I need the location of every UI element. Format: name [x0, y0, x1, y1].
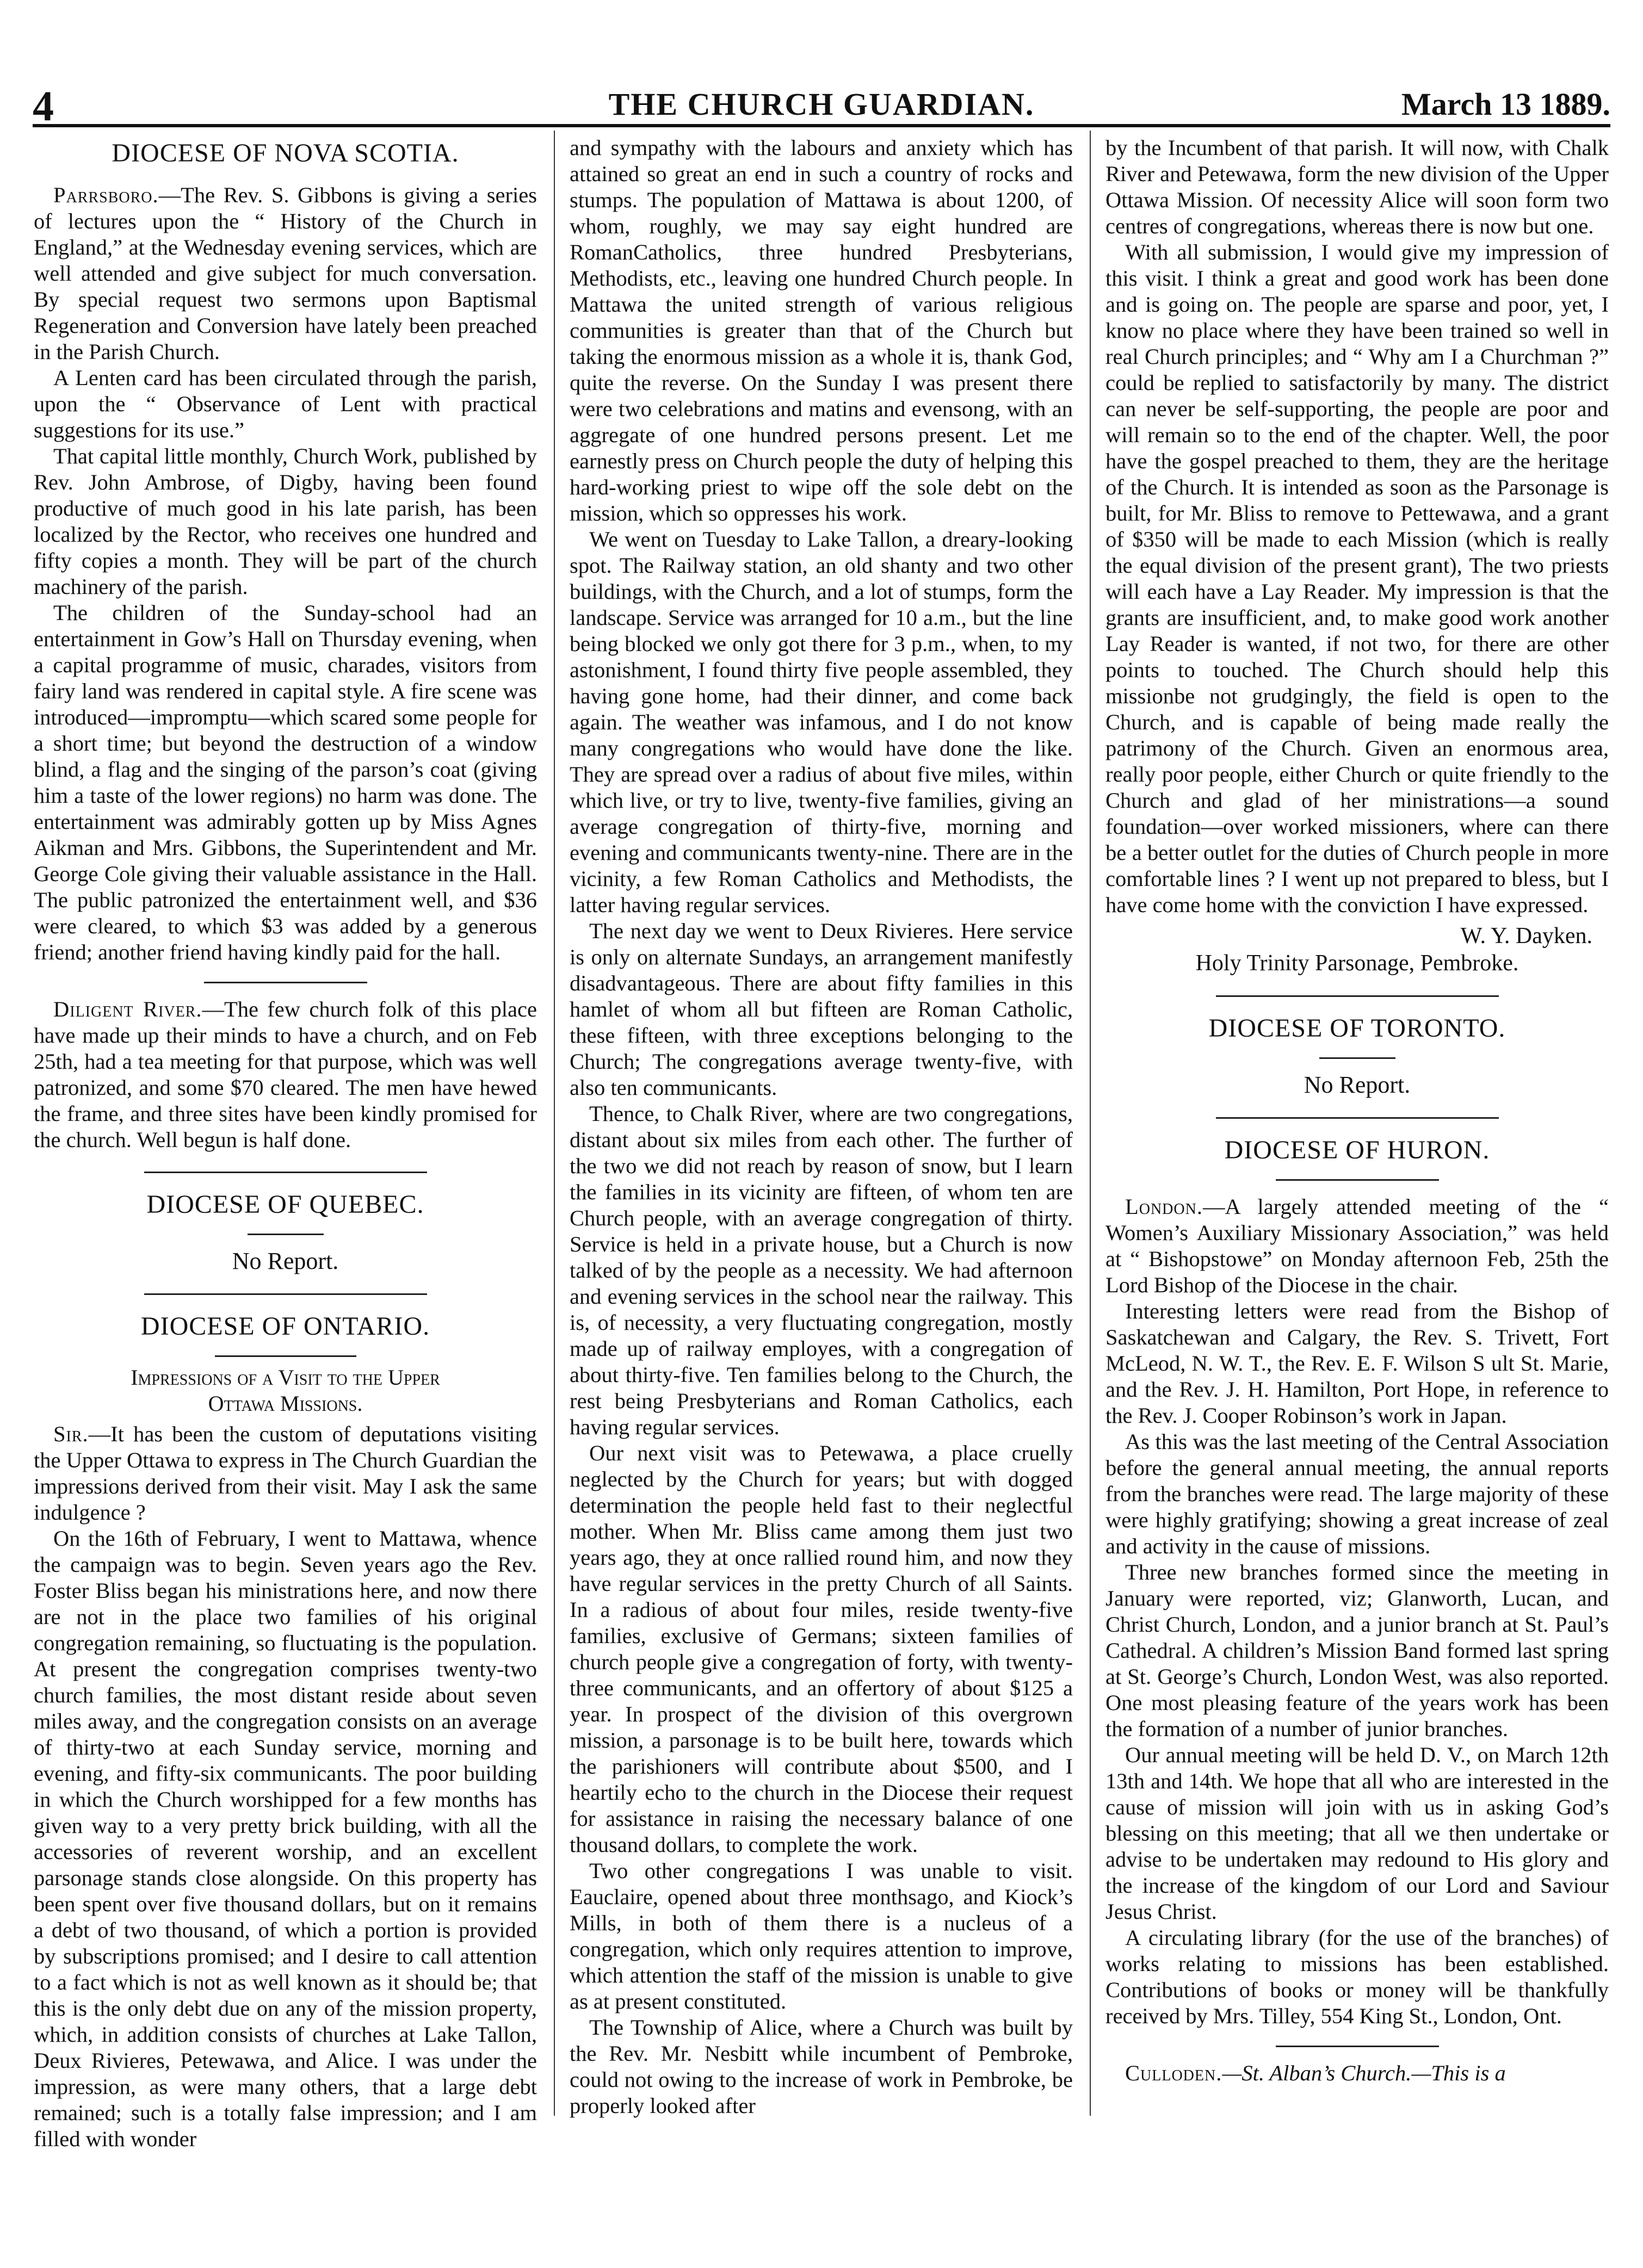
paper-title: THE CHURCH GUARDIAN.	[608, 86, 1035, 122]
heading-huron: DIOCESE OF HURON.	[1224, 1136, 1490, 1164]
separator	[1216, 1117, 1499, 1119]
paragraph-text: —A largely attended meeting of the “ Women’s Auxiliary Missionary Association,” was held at “ Bishopstowe” on Monday afternoon Feb, 25th the Lord Bishop of the Diocese in the chair.	[1105, 1194, 1609, 1297]
paragraph-parrsboro	[34, 182, 537, 365]
separator	[144, 1293, 427, 1295]
paragraph-lake-tallon: We went on Tuesday to Lake Tallon, a dreary-looking spot. The Railway station, an old shanty and two other buildings, with the Church, and a lot of stumps, form the landscape. Service was arranged for 10 a.m., but the line being blocked we only got there for 3 p.m., when, to my astonishment, I found thirty five people assembled, they having gone home, had their dinner, and come back again. The weather was infamous, and I do not know many congregations who would have done the like. They are spread over a radius of about five miles, within which live, or try to live, twenty-five families, giving an average congregation of thirty-five, morning and evening and communicants twenty-nine. There are in the vicinity, a few Roman Catholics and Methodists, the latter having regular services.	[570, 527, 1073, 917]
separator	[1216, 995, 1499, 997]
paragraph-text: —The Rev. S. Gibbons is giving a series of lectures upon the “ History of the Church in England,” at the Wednesday evening services, which are well attended and give subject for much conversation. By special request two sermons upon Baptismal Regeneration and Conversion have lately been preached in the Parish Church.	[34, 183, 537, 364]
place-lead: Diligent River.	[53, 997, 202, 1021]
signature-place: Holy Trinity Parsonage, Pembroke.	[1195, 951, 1519, 976]
paragraph-library: A circulating library (for the use of the branches) of works relating to missions has been established. Contributions of books or money will be thankfully received by Mrs. Tilley, 554 King St., London, Ont.	[1105, 1925, 1609, 2028]
paragraph-new-branches: Three new branches formed since the meeting in January were reported, viz; Glanworth, Lucan, and Christ Church, London, and a junior branch at St. Paul’s Cathedral. A children’s Mission Band formed last spring at St. George’s Church, London West, was also reported. One most pleasing feature of the years work has been the formation of a number of junior branches.	[1105, 1560, 1609, 1741]
paragraph-text: —It has been the custom of deputations visiting the Upper Ottawa to express in The Church Guardian the impressions derived from their visit. May I ask the same indulgence ?	[34, 1422, 537, 1525]
separator	[144, 1172, 427, 1173]
column-2	[570, 135, 1073, 2118]
separator	[1319, 1057, 1395, 1059]
separator	[215, 1355, 356, 1357]
paragraph-text: —St. Alban’s Church.—This is a	[1222, 2061, 1506, 2085]
paragraph-church-work: That capital little monthly, Church Work, published by Rev. John Ambrose, of Digby, having been found productive of much good in his late parish, has been localized by the Rector, who receives one hundred and fifty copies a month. They will be part of the church machinery of the parish.	[34, 444, 537, 599]
signature: W. Y. Dayken.	[1460, 924, 1592, 949]
column-rule	[1090, 131, 1091, 2116]
paragraph-deux-rivieres: The next day we went to Deux Rivieres. Here service is only on alternate Sundays, an arrangement manifestly disadvantageous. There are about fifty families in this hamlet of whom all but fifteen are Roman Catholic, these fifteen, with three exceptions belonging to the Church; The congregations average twenty-five, with also ten communicants.	[570, 919, 1073, 1100]
paragraph-mattawa: On the 16th of February, I went to Mattawa, whence the campaign was to begin. Seven years ago the Rev. Foster Bliss began his ministrations here, and now there are not in the place two families of his original congregation remaining, so fluctuating is the population. At present the congregation comprises twenty-two church families, the most distant reside about seven miles away, and the congregation consists on an average of thirty-two at each Sunday service, morning and evening, and fifty-six communicants. The poor building in which the Church worshipped for a few months has given way to a very pretty brick building, with all the accessories of reverent worship, and an excellent parsonage stands close alongside. On this property has been spent over five thousand dollars, but on it remains a debt of two thousand, of which a portion is provided by subscriptions promised; and I desire to call attention to a fact which is not as well known as it should be; that this is the only debt due on any of the mission property, which, in addition consists of churches at Lake Tallon, Deux Rivieres, Petewawa, and Alice. I was under the impression, as were many others, that a large debt remained; such is a totally false impression; and I am filled with wonder	[34, 1526, 537, 2151]
paragraph-petewawa: Our next visit was to Petewawa, a place cruelly neglected by the Church for years; but with dogged determination the people held fast to their neglectful mother. When Mr. Bliss came among them just two years ago, they at once rallied round him, and now they have regular services in the pretty Church of all Saints. In a radious of about four miles, reside twenty-five families, exclusive of Germans; sixteen families of church people give a congregation of forty, with twenty-three communicants, and an offertory of about $125 a year. In prospect of the division of this overgrown mission, a parsonage is to be built here, towards which the parishioners will contribute about $500, and I heartily echo to the church in the Diocese their request for assistance in raising the necessary balance of one thousand dollars, to complete the work.	[570, 1441, 1073, 1857]
paragraph-sympathy: and sympathy with the labours and anxiety which has attained so great an end in such a country of rocks and stumps. The population of Mattawa is about 1200, of whom, roughly, we may say eight hundred are RomanCatholics, three hundred Presbyterians, Methodists, etc., leaving one hundred Church people. In Mattawa the united strength of various religious communities is greater than that of the Church but taking the enormous mission as a whole it is, thank God, quite the reverse. On the Sunday I was present there were two celebrations and matins and evensong, with an aggregate of one hundred persons present. Let me earnestly press on Church people the duty of helping this hard-working priest to wipe off the sole debt on the mission, which so oppresses his work.	[570, 135, 1073, 525]
paragraph-annual-meeting: Our annual meeting will be held D. V., on March 12th 13th and 14th. We hope that all who are interested in the cause of mission will join with us in asking God’s blessing on this meeting; that all we then undertake or advise to be undertaken may redound to His glory and the increase of the kingdom of our Lord and Saviour Jesus Christ.	[1105, 1743, 1609, 1924]
paragraph-sir	[34, 1421, 537, 1526]
no-report: No Report.	[1304, 1071, 1411, 1098]
heading-quebec: DIOCESE OF QUEBEC.	[146, 1190, 424, 1219]
paragraph-chalk-river: Thence, to Chalk River, where are two congregations, distant about six miles from each other. The further of the two we did not reach by reason of snow, but I learn the families in its vicinity are fifteen, of whom ten are Church people, with an average congregation of thirty. Service is held in a private house, but a Church is now talked of by the people as a necessity. We had afternoon and evening services in the school near the railway. This is, of necessity, a very fluctuating congregation, mostly made up of railway employes, with a congregation of about thirty-five. Ten families belong to the Church, the rest being Presbyterians and Roman Catholics, each having regular services.	[570, 1101, 1073, 1439]
subhead-line: Ottawa Missions.	[208, 1391, 363, 1416]
paragraph-last-meeting: As this was the last meeting of the Central Association before the general annual meeting, the annual reports from the branches were read. The large majority of these were highly gratifying; showing a great increase of zeal and activity in the cause of missions.	[1105, 1429, 1609, 1558]
column-rule	[554, 131, 555, 2116]
paragraph-lenten-card: A Lenten card has been circulated through the parish, upon the “ Observance of Lent with practical suggestions for its use.”	[34, 365, 537, 442]
header-rule	[33, 124, 1610, 127]
paragraph-alice: The Township of Alice, where a Church was built by the Rev. Mr. Nesbitt while incumbent of Pembroke, could not owing to the increase of work in Pembroke, be properly looked after	[570, 2015, 1073, 2118]
place-lead: Culloden.	[1125, 2061, 1222, 2085]
separator	[1276, 1179, 1439, 1181]
paragraph-text: —The few church folk of this place have made up their minds to have a church, and on Feb 25th, had a tea meeting for that purpose, which was well patronized, and some $70 cleared. The men have hewed the frame, and three sites have been kindly promised for the church. Well begun is half done.	[34, 997, 537, 1152]
paragraph-sunday-school: The children of the Sunday-school had an entertainment in Gow’s Hall on Thursday evening, when a capital programme of music, charades, visitors from fairy land was rendered in capital style. A fire scene was introduced—impromptu—which scared some people for a short time; but beyond the destruction of a window blind, a flag and the singing of the parson’s coat (giving him a taste of the lower regions) no harm was done. The entertainment was admirably gotten up by Miss Agnes Aikman and Mrs. Gibbons, the Superintendent and Mr. George Cole giving their valuable assistance in the Hall. The public patronized the entertainment well, and $36 were cleared, to which $3 was added by a generous friend; another friend having kindly paid for the hall.	[34, 600, 537, 964]
paragraph-culloden	[1105, 2060, 1609, 2086]
place-lead: Parrsboro.	[53, 183, 159, 207]
paragraph-diligent-river	[34, 996, 537, 1153]
no-report: No Report.	[232, 1248, 339, 1274]
paragraph-submission: With all submission, I would give my impression of this visit. I think a great and good work has been done and is going on. The people are sparse and poor, yet, I know no place where they have been trained so well in real Church principles; and “ Why am I a Churchman ?” could be replied to satisfactorily by many. The district can never be self-supporting, the people are poor and will remain so to the end of the chapter. Well, the poor have the gospel preached to them, they are the heritage of the Church. It is intended as soon as the Parsonage is built, for Mr. Bliss to remove to Pettewawa, and a grant of $350 will be made to each Mission (which is really the equal division of the present grant), The two priests will each have a Lay Reader. My impression is that the grants are insufficient, and, to make good work another Lay Reader is wanted, if not two, for there are other points to touched. The Church should help this missionbe not grudgingly, the field is open to the Church, and is capable of being made really the patrimony of the Church. Given an enormous area, really poor people, either Church or quite friendly to the Church and glad of her ministrations—a sound foundation—over worked missioners, where can there be a better outlet for the duties of Church people in more comfortable lines ? I went up not prepared to bless, but I have come home with the conviction I have expressed.	[1105, 240, 1609, 917]
masthead	[33, 76, 1610, 129]
issue-date: March 13 1889.	[1401, 86, 1610, 122]
salutation: Sir.	[53, 1422, 89, 1446]
subhead-line: Impressions of a Visit to the Upper	[131, 1365, 440, 1390]
paragraph-incumbent: by the Incumbent of that parish. It will now, with Chalk River and Petewawa, form the new division of the Upper Ottawa Mission. Of necessity Alice will soon form two centres of congregations, whereas there is now but one.	[1105, 135, 1609, 238]
heading-toronto: DIOCESE OF TORONTO.	[1208, 1014, 1506, 1043]
heading-ontario: DIOCESE OF ONTARIO.	[140, 1312, 430, 1341]
column-3	[1105, 135, 1609, 2104]
separator	[1276, 2046, 1439, 2047]
page-number: 4	[33, 82, 54, 129]
place-lead: London.	[1125, 1194, 1203, 1219]
column-1	[34, 135, 537, 2151]
heading-nova-scotia: DIOCESE OF NOVA SCOTIA.	[112, 139, 459, 168]
paragraph-two-other: Two other congregations I was unable to visit. Eauclaire, opened about three monthsago, and Kiock’s Mills, in both of them there is a nucleus of a congregation, which only requires attention to improve, which attention the staff of the mission is unable to give as at present constituted.	[570, 1858, 1073, 2013]
separator	[204, 982, 367, 983]
paragraph-london	[1105, 1194, 1609, 1298]
separator	[248, 1234, 324, 1235]
article-subhead	[34, 1365, 537, 1417]
paragraph-letters: Interesting letters were read from the Bishop of Saskatchewan and Calgary, the Rev. S. Trivett, Fort McLeod, N. W. T., the Rev. E. F. Wilson S ult St. Marie, and the Rev. J. H. Hamilton, Port Hope, in reference to the Rev. J. Cooper Robinson’s work in Japan.	[1105, 1299, 1609, 1428]
